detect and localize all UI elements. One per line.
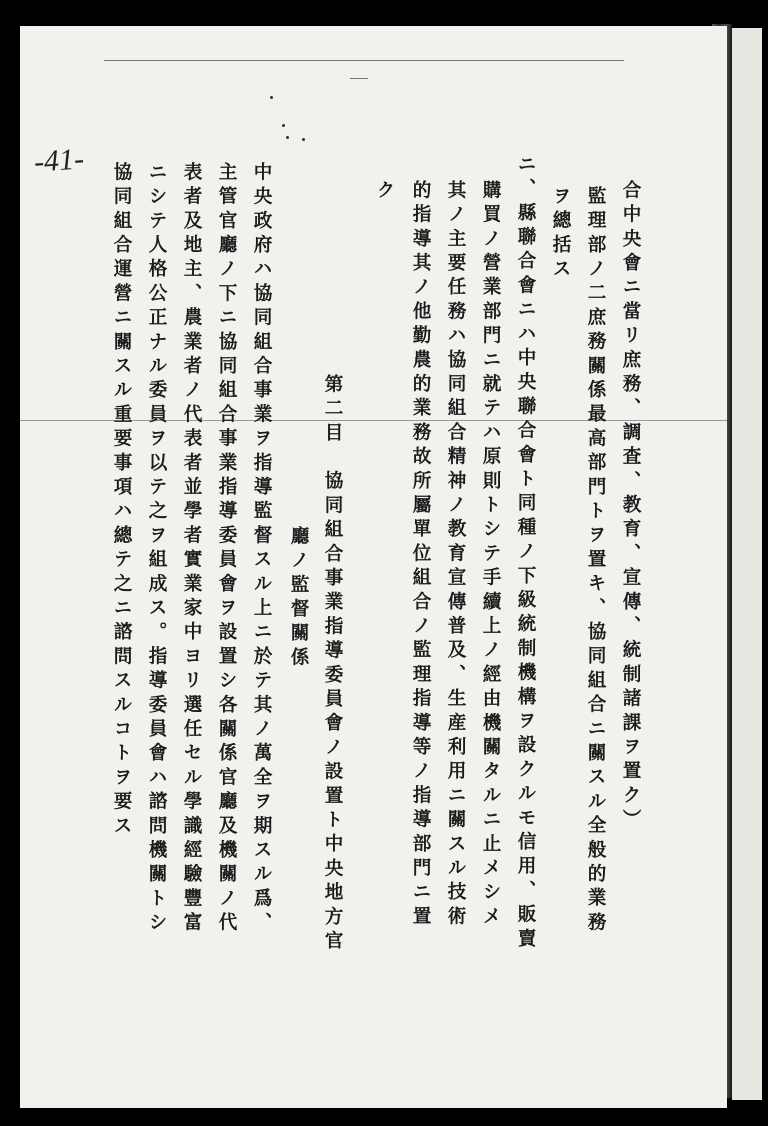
ink-speck: [282, 124, 285, 127]
text-column: 購買ノ營業部門ニ就テハ原則トシテ手續上ノ經由機關タルニ止メシメ: [480, 180, 501, 931]
text-column: 合中央會ニ當リ庶務、調査、教育、宣傳、統制諸課ヲ置ク）: [620, 180, 641, 834]
text-column: 中央政府ハ協同組合事業ヲ指導監督スル上ニ於テ其ノ萬全ヲ期スル爲、: [251, 162, 272, 937]
text-column: 表者及地主、農業者ノ代表者並學者實業家中ヨリ選任セル學識經驗豐富: [181, 162, 202, 937]
text-column: 主管官廳ノ下ニ協同組合事業指導委員會ヲ設置シ各關係官廳及機關ノ代: [216, 162, 237, 937]
text-column: 協同組合運營ニ關スル重要事項ハ總テ之ニ諮問スルコトヲ要ス: [111, 162, 132, 840]
text-column: ニシテ人格公正ナル委員ヲ以テ之ヲ組成ス。指導委員會ハ諮問機關トシ: [146, 162, 167, 937]
ink-speck: [302, 138, 305, 141]
text-column: 的指導其ノ他勤農的業務故所屬單位組合ノ監理指導等ノ指導部門ニ置: [410, 180, 431, 931]
text-column: ニ、縣聯合會ニハ中央聯合會ト同種ノ下級統制機構ヲ設クルモ信用、販賣: [515, 154, 536, 953]
page-number: -41-: [32, 142, 86, 179]
page-edge: [732, 28, 762, 1100]
text-column: ヲ總括ス: [550, 186, 571, 283]
ink-speck: [286, 136, 289, 139]
document-page: [20, 26, 727, 1108]
section-heading: 第二目 協同組合事業指導委員會ノ設置ト中央地方官: [322, 374, 343, 955]
ink-speck: [270, 96, 273, 99]
top-rule: [104, 60, 624, 61]
section-heading: 廳ノ監督關係: [288, 526, 309, 672]
text-column: 其ノ主要任務ハ協同組合精神ノ教育宣傳普及、生産利用ニ關スル技術: [445, 180, 466, 931]
text-column: 監理部ノ二庶務關係最高部門トヲ置キ、協同組合ニ關スル全般的業務: [585, 186, 606, 937]
text-column: ク: [374, 180, 395, 205]
top-rule-short: [350, 78, 368, 79]
